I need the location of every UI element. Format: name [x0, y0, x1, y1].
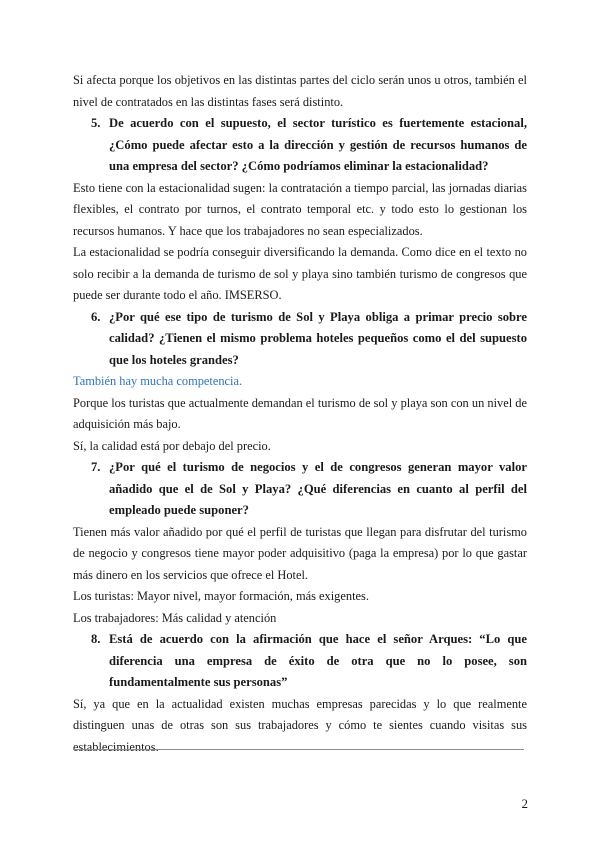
question-number: 5. [91, 116, 101, 130]
question-number: 7. [91, 460, 101, 474]
paragraph: Los trabajadores: Más calidad y atención [73, 610, 277, 625]
question-number: 8. [91, 632, 101, 646]
question-number: 6. [91, 309, 101, 324]
paragraph: Porque los turistas que actualmente demandan el turismo de sol y playa son con un nivel de adquisición más bajo. [73, 395, 527, 431]
question-text: De acuerdo con el supuesto, el sector turístico es fuertemente estacional, ¿Cómo puede afectar esto a la dirección y gestión de recursos humanos de una empresa del sector? ¿Cómo podríamos eliminar la estacionalidad? [109, 116, 527, 173]
question-text: ¿Por qué el turismo de negocios y el de congresos generan mayor valor añadido que el de Sol y Playa? ¿Qué diferencias en cuanto al perfil del empleado puede suponer? [109, 460, 527, 517]
paragraph: Sí, la calidad está por debajo del precio. [73, 438, 271, 453]
highlighted-note: También hay mucha competencia. [73, 374, 243, 388]
paragraph: Tienen más valor añadido por qué el perfil de turistas que llegan para disfrutar del turismo de negocio y congresos tiene mayor poder adquisitivo (paga la empresa) por lo que gastar más dinero en los servicios que ofrece el Hotel. [73, 524, 527, 582]
question-7 [91, 457, 527, 522]
question-8 [91, 629, 527, 694]
paragraph: Los turistas: Mayor nivel, mayor formación, más exigentes. [73, 589, 369, 603]
paragraph: La estacionalidad se podría conseguir diversificando la demanda. Como dice en el texto no solo recibir a la demanda de turismo de sol y playa sino también turismo de congresos que puede ser durante todo el año. IMSERSO. [73, 245, 527, 302]
paragraph: Sí, ya que en la actualidad existen muchas empresas parecidas y lo que realmente distinguen unas de otras son sus trabajadores y cómo te sientes cuando visitas sus establecimientos. [73, 696, 527, 754]
paragraph: Esto tiene con la estacionalidad sugen: la contratación a tiempo parcial, las jornadas diarias flexibles, el contrato por turnos, el contrato temporal etc. y todo esto lo gestionan los recursos humanos. Y hace que los trabajadores no sean especializados. [73, 180, 527, 238]
document-body [73, 70, 527, 758]
paragraph: Si afecta porque los objetivos en las distintas partes del ciclo serán unos u otros, también el nivel de contratados en las distintas fases será distinto. [73, 73, 527, 109]
question-5 [91, 113, 527, 178]
question-6 [91, 307, 527, 372]
question-text: Está de acuerdo con la afirmación que hace el señor Arques: “Lo que diferencia una empresa de éxito de otra que no lo posee, son fundamentalmente sus personas” [109, 632, 527, 689]
page-number: 2 [521, 796, 528, 811]
question-text: ¿Por qué ese tipo de turismo de Sol y Playa obliga a primar precio sobre calidad? ¿Tienen el mismo problema hoteles pequeños como el del supuesto que los hoteles grandes? [109, 309, 527, 367]
footer-divider [73, 749, 524, 750]
